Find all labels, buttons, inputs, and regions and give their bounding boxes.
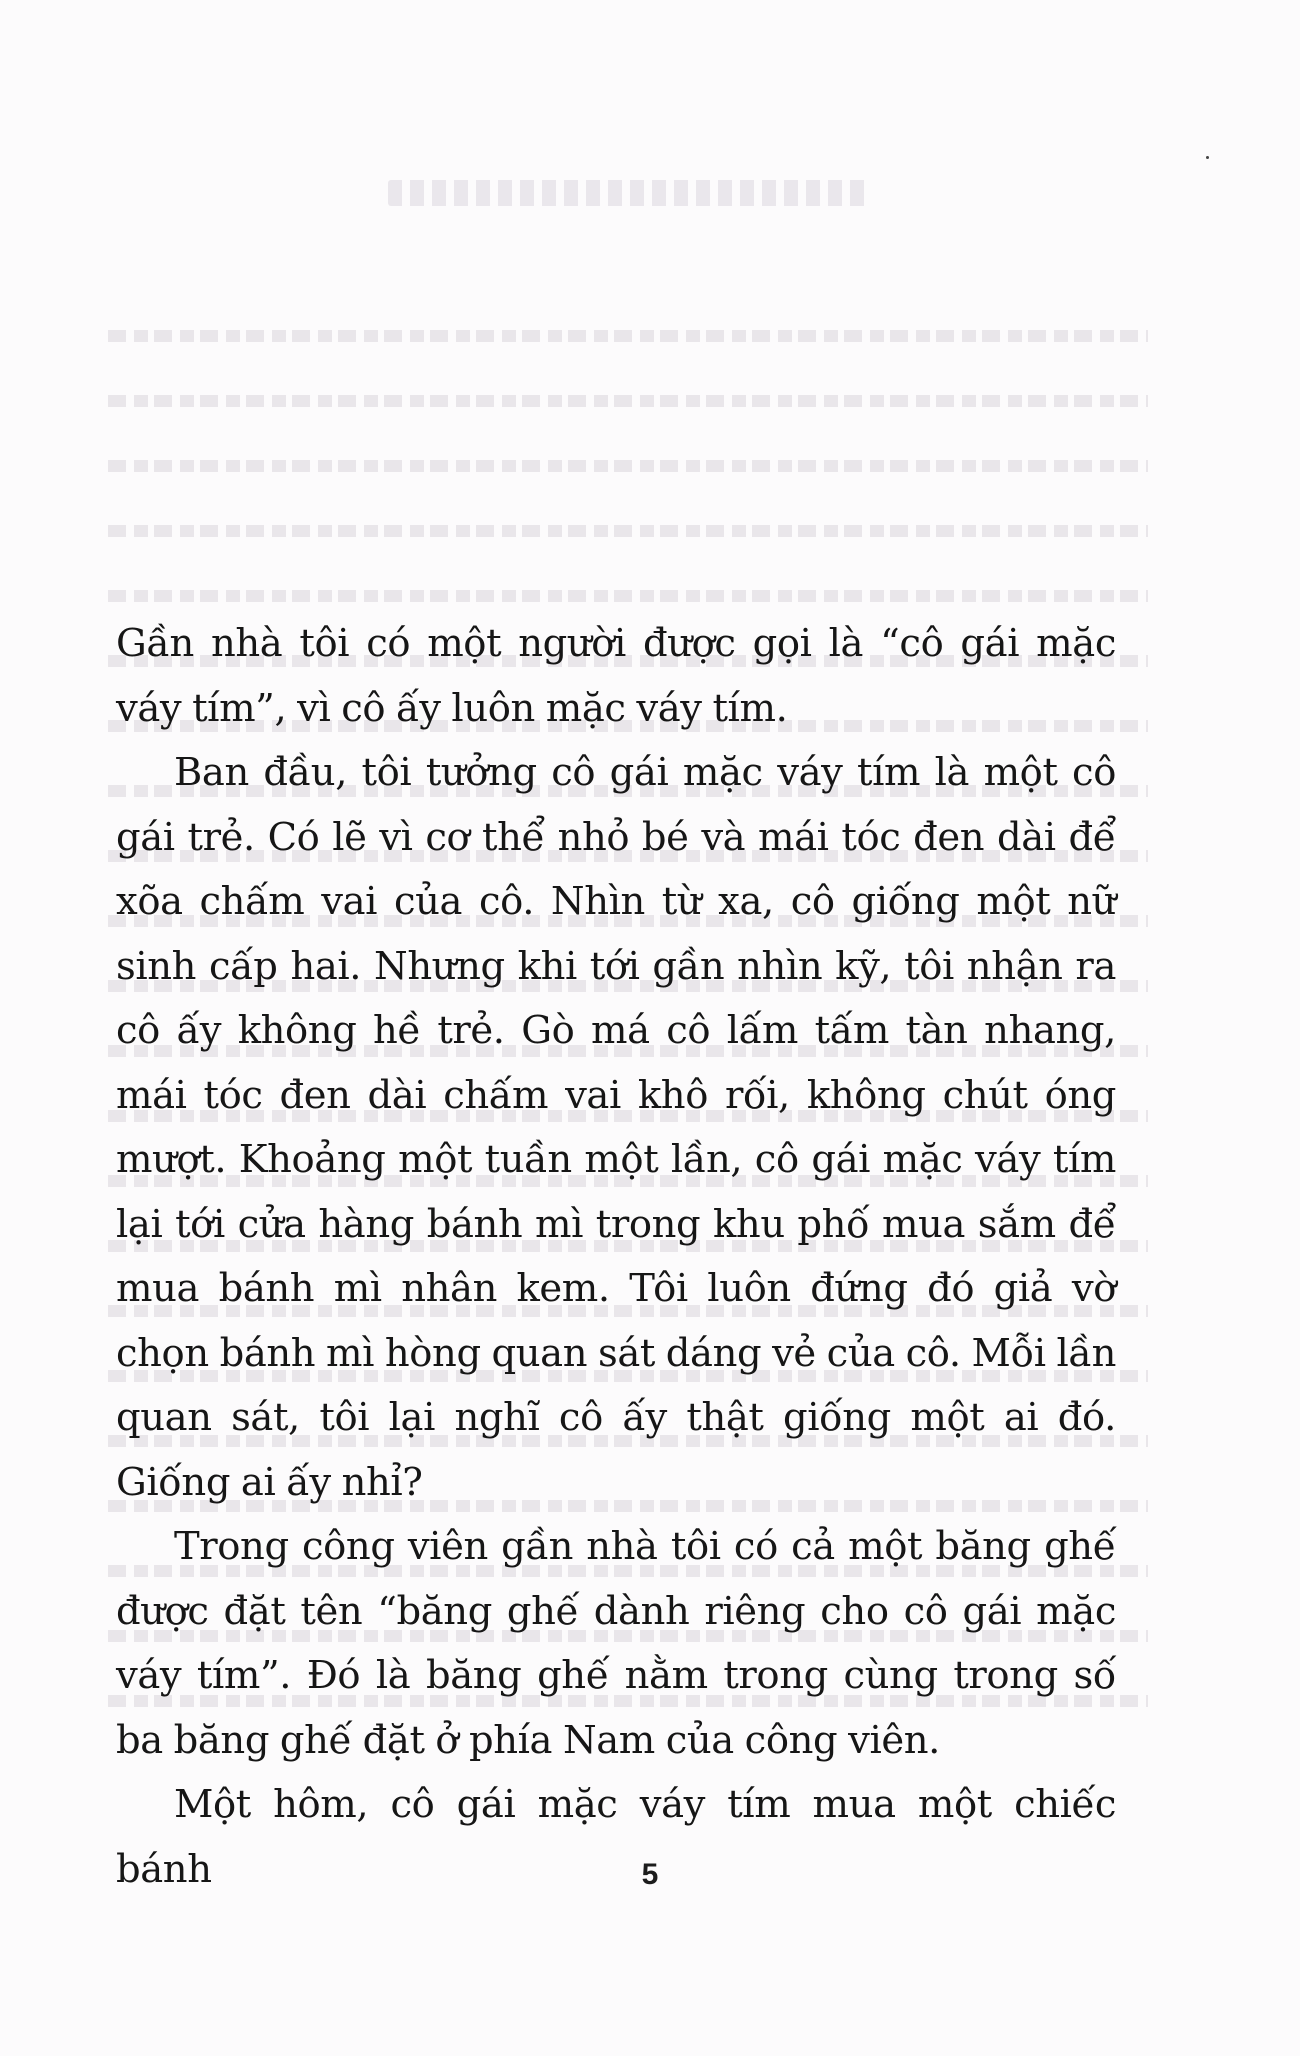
paragraph-3: Trong công viên gần nhà tôi có cả một băng ghế được đặt tên “băng ghế dành riêng cho cô gái mặc váy tím”. Đó là băng ghế nằm trong cùng trong số ba băng ghế đặt ở phía Nam của công viên. xyxy=(116,1524,1116,1763)
page-number: 5 xyxy=(641,1858,659,1891)
paragraph-2: Ban đầu, tôi tưởng cô gái mặc váy tím là một cô gái trẻ. Có lẽ vì cơ thể nhỏ bé và mái tóc đen dài để xõa chấm vai của cô. Nhìn từ xa, cô giống một nữ sinh cấp hai. Nhưng khi tới gần nhìn kỹ, tôi nhận ra cô ấy không hề trẻ. Gò má cô lấm tấm tàn nhang, mái tóc đen dài chấm vai khô rối, không chút óng mượt. Khoảng một tuần một lần, cô gái mặc váy tím lại tới cửa hàng bánh mì trong khu phố mua sắm để mua bánh mì nhân kem. Tôi luôn đứng đó giả vờ chọn bánh mì hòng quan sát dáng vẻ của cô. Mỗi lần quan sát, tôi lại nghĩ cô ấy thật giống một ai đó. Giống ai ấy nhỉ? xyxy=(116,750,1116,1505)
paragraph-4: Một hôm, cô gái mặc váy tím mua một chiếc bánh xyxy=(116,1782,1116,1892)
dust-speck xyxy=(1206,156,1209,159)
body-text xyxy=(116,612,1116,1902)
paragraph-1: Gần nhà tôi có một người được gọi là “cô gái mặc váy tím”, vì cô ấy luôn mặc váy tím. xyxy=(116,621,1116,731)
show-through-header xyxy=(388,180,868,206)
